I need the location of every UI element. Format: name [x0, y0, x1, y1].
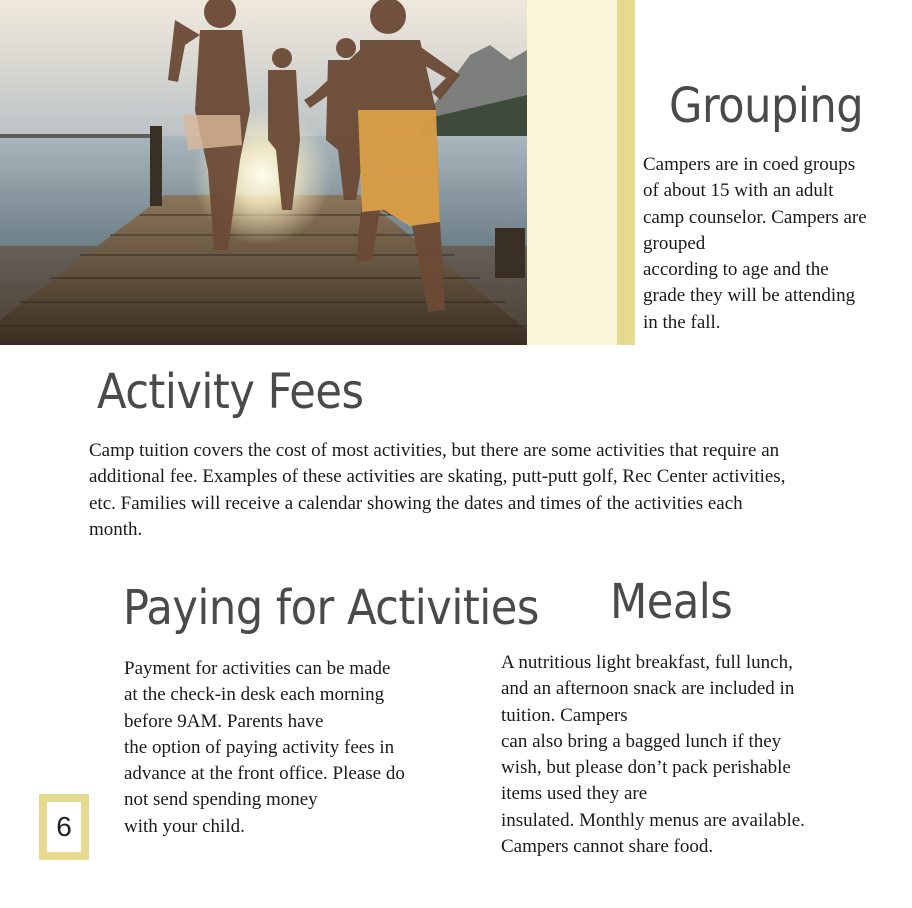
- decorative-cream-strip: [527, 0, 617, 345]
- activity-fees-heading: Activity Fees: [97, 364, 364, 420]
- grouping-heading: Grouping: [669, 78, 864, 134]
- page-number: 6: [47, 802, 81, 852]
- activity-fees-body: Camp tuition covers the cost of most activities, but there are some activities that require an additional fee. Examples of these activities are skating, putt-putt golf, Rec Center activities, etc. Families will receive a calendar showing the dates and times of the activities each month.: [89, 440, 786, 540]
- meals-body: A nutritious light breakfast, full lunch, and an afternoon snack are included in tuition. Campers can also bring a bagged lunch if they wish, but please don’t pack perishable items used they are insulated. Monthly menus are available. Campers cannot share food.: [501, 652, 805, 858]
- hero-photo: [0, 0, 527, 345]
- paying-body: Payment for activities can be made at the check-in desk each morning before 9AM. Parents have the option of paying activity fees in advance at the front office. Please do not send spending money with your child.: [124, 658, 405, 837]
- meals-heading: Meals: [610, 574, 733, 630]
- paying-heading: Paying for Activities: [123, 580, 539, 636]
- page-number-badge: [39, 794, 89, 860]
- decorative-gold-strip: [617, 0, 635, 345]
- grouping-body: Campers are in coed groups of about 15 with an adult camp counselor. Campers are grouped according to age and the grade they will be attending in the fall.: [643, 154, 867, 333]
